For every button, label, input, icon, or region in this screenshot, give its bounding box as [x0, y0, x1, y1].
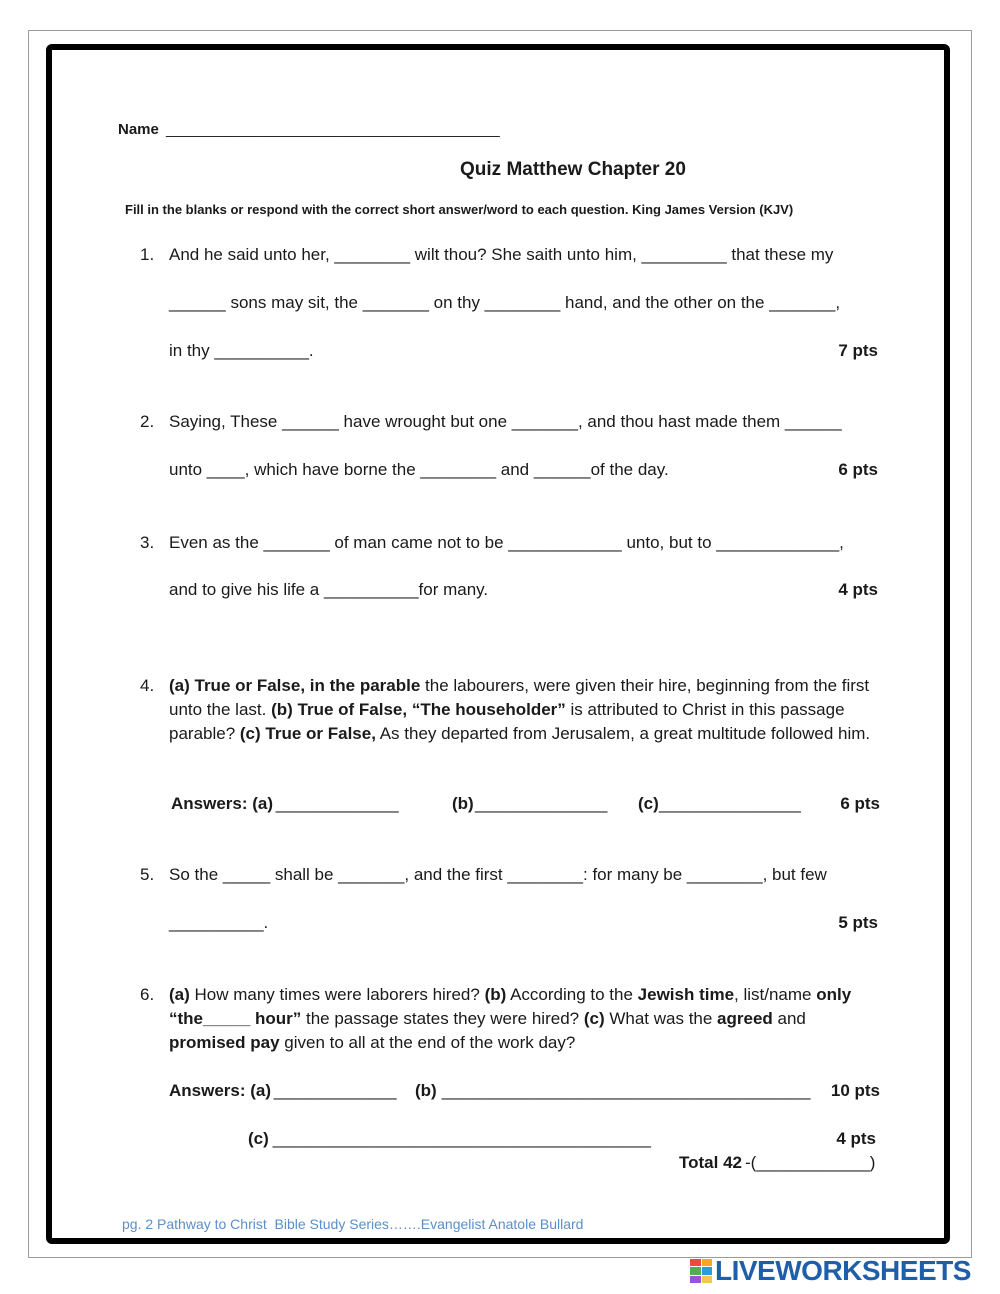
q4-answer-c-field[interactable]: _______________	[659, 794, 801, 813]
logo-blocks-icon	[690, 1259, 712, 1283]
q6-points-ab: 10 pts	[830, 1081, 880, 1100]
q6-part-a-text: How many times were laborers hired?	[189, 985, 485, 1004]
q6-jewish-time: Jewish time	[637, 985, 735, 1004]
instructions: Fill in the blanks or respond with the correct short answer/word to each question. King James Version (KJV)	[125, 202, 794, 217]
quiz-title: Quiz Matthew Chapter 20	[460, 159, 686, 180]
q1-line2[interactable]: ______ sons may sit, the _______ on thy ________ hand, and the other on the _______,	[169, 293, 841, 312]
q6-answer-b-label: (b)	[415, 1081, 437, 1100]
q4-paragraph	[169, 674, 884, 746]
total-score-field[interactable]: -(____________)	[745, 1153, 876, 1172]
q4-answer-b-field[interactable]: ______________	[475, 794, 608, 813]
q4-number: 4.	[140, 676, 155, 695]
q4-answer-c-label: (c)	[638, 794, 659, 813]
q4-part-c-text: As they departed from Jerusalem, a great multitude followed him.	[375, 724, 871, 743]
q6-part-c-label: (c)	[583, 1009, 605, 1028]
q6-only-the-hour: only “the_____ hour”	[169, 985, 852, 1028]
q6-part-c-text: What was the	[604, 1009, 718, 1028]
total-label: Total 42	[679, 1153, 742, 1172]
q4-part-c-label: (c) True or False,	[239, 724, 376, 743]
q5-points: 5 pts	[838, 913, 878, 932]
q6-answer-c-field[interactable]: ________________________________________	[268, 1129, 651, 1148]
liveworksheets-wordmark: LIVEWORKSHEETS	[715, 1255, 971, 1286]
name-label: Name	[118, 121, 159, 138]
q6-part-b-text: According to the	[506, 985, 638, 1004]
q3-line2[interactable]: and to give his life a __________for many.	[169, 580, 489, 599]
q4-part-b-text: is attributed to Christ in this passage parable?	[169, 700, 845, 743]
q4-part-a-label: (a) True or False, in the parable	[169, 676, 421, 695]
q6-answers-label: Answers: (a)	[169, 1081, 272, 1100]
name-field[interactable]: ________________________________________	[166, 121, 500, 138]
q5-line2[interactable]: __________.	[169, 913, 269, 932]
q6-part-b-text2: , list/name	[734, 985, 817, 1004]
q5-line1[interactable]: So the _____ shall be _______, and the first ________: for many be ________, but few	[169, 865, 827, 884]
q6-paragraph	[169, 983, 884, 1055]
q4-points: 6 pts	[840, 794, 880, 813]
q6-answer-c-label: (c)	[248, 1129, 269, 1148]
q6-promised-pay: promised pay	[169, 1033, 280, 1052]
q6-part-c-text2: given to all at the end of the work day?	[279, 1033, 576, 1052]
liveworksheets-logo[interactable]	[690, 1256, 971, 1286]
q6-part-b-text3: the passage states they were hired?	[301, 1009, 584, 1028]
q6-points-c: 4 pts	[836, 1129, 876, 1148]
q4-answer-a-field[interactable]: _____________	[271, 794, 399, 813]
q1-line3[interactable]: in thy __________.	[169, 341, 314, 360]
q2-number: 2.	[140, 412, 155, 431]
q1-points: 7 pts	[838, 341, 878, 360]
q3-line1[interactable]: Even as the _______ of man came not to be ____________ unto, but to _____________,	[169, 533, 844, 552]
q2-points: 6 pts	[838, 460, 878, 479]
q4-answers-label: Answers: (a)	[171, 794, 274, 813]
q3-points: 4 pts	[838, 580, 878, 599]
q6-answer-a-field[interactable]: _____________	[269, 1081, 397, 1100]
q4-part-a-text: the labourers, were given their hire, beginning from the first unto the last.	[169, 676, 870, 719]
q6-answer-b-field[interactable]: _______________________________________	[437, 1081, 811, 1100]
q6-part-a-label: (a)	[169, 985, 190, 1004]
page-footer: pg. 2 Pathway to Christ Bible Study Series…….Evangelist Anatole Bullard	[122, 1216, 584, 1232]
q6-number: 6.	[140, 985, 155, 1004]
q5-number: 5.	[140, 865, 155, 884]
q6-agreed: agreed	[717, 1009, 773, 1028]
q2-line2[interactable]: unto ____, which have borne the ________ and ______of the day.	[169, 460, 669, 479]
q6-and-text: and	[772, 1009, 806, 1028]
page-frame	[46, 44, 950, 1244]
q6-part-b-label: (b)	[484, 985, 507, 1004]
q4-part-b-label: (b) True of False, “The householder”	[271, 700, 566, 719]
q4-answer-b-label: (b)	[452, 794, 474, 813]
q1-number: 1.	[140, 245, 155, 264]
q3-number: 3.	[140, 533, 155, 552]
q2-line1[interactable]: Saying, These ______ have wrought but one _______, and thou hast made them ______	[169, 412, 842, 431]
q1-line1[interactable]: And he said unto her, ________ wilt thou? She saith unto him, _________ that these my	[169, 245, 834, 264]
